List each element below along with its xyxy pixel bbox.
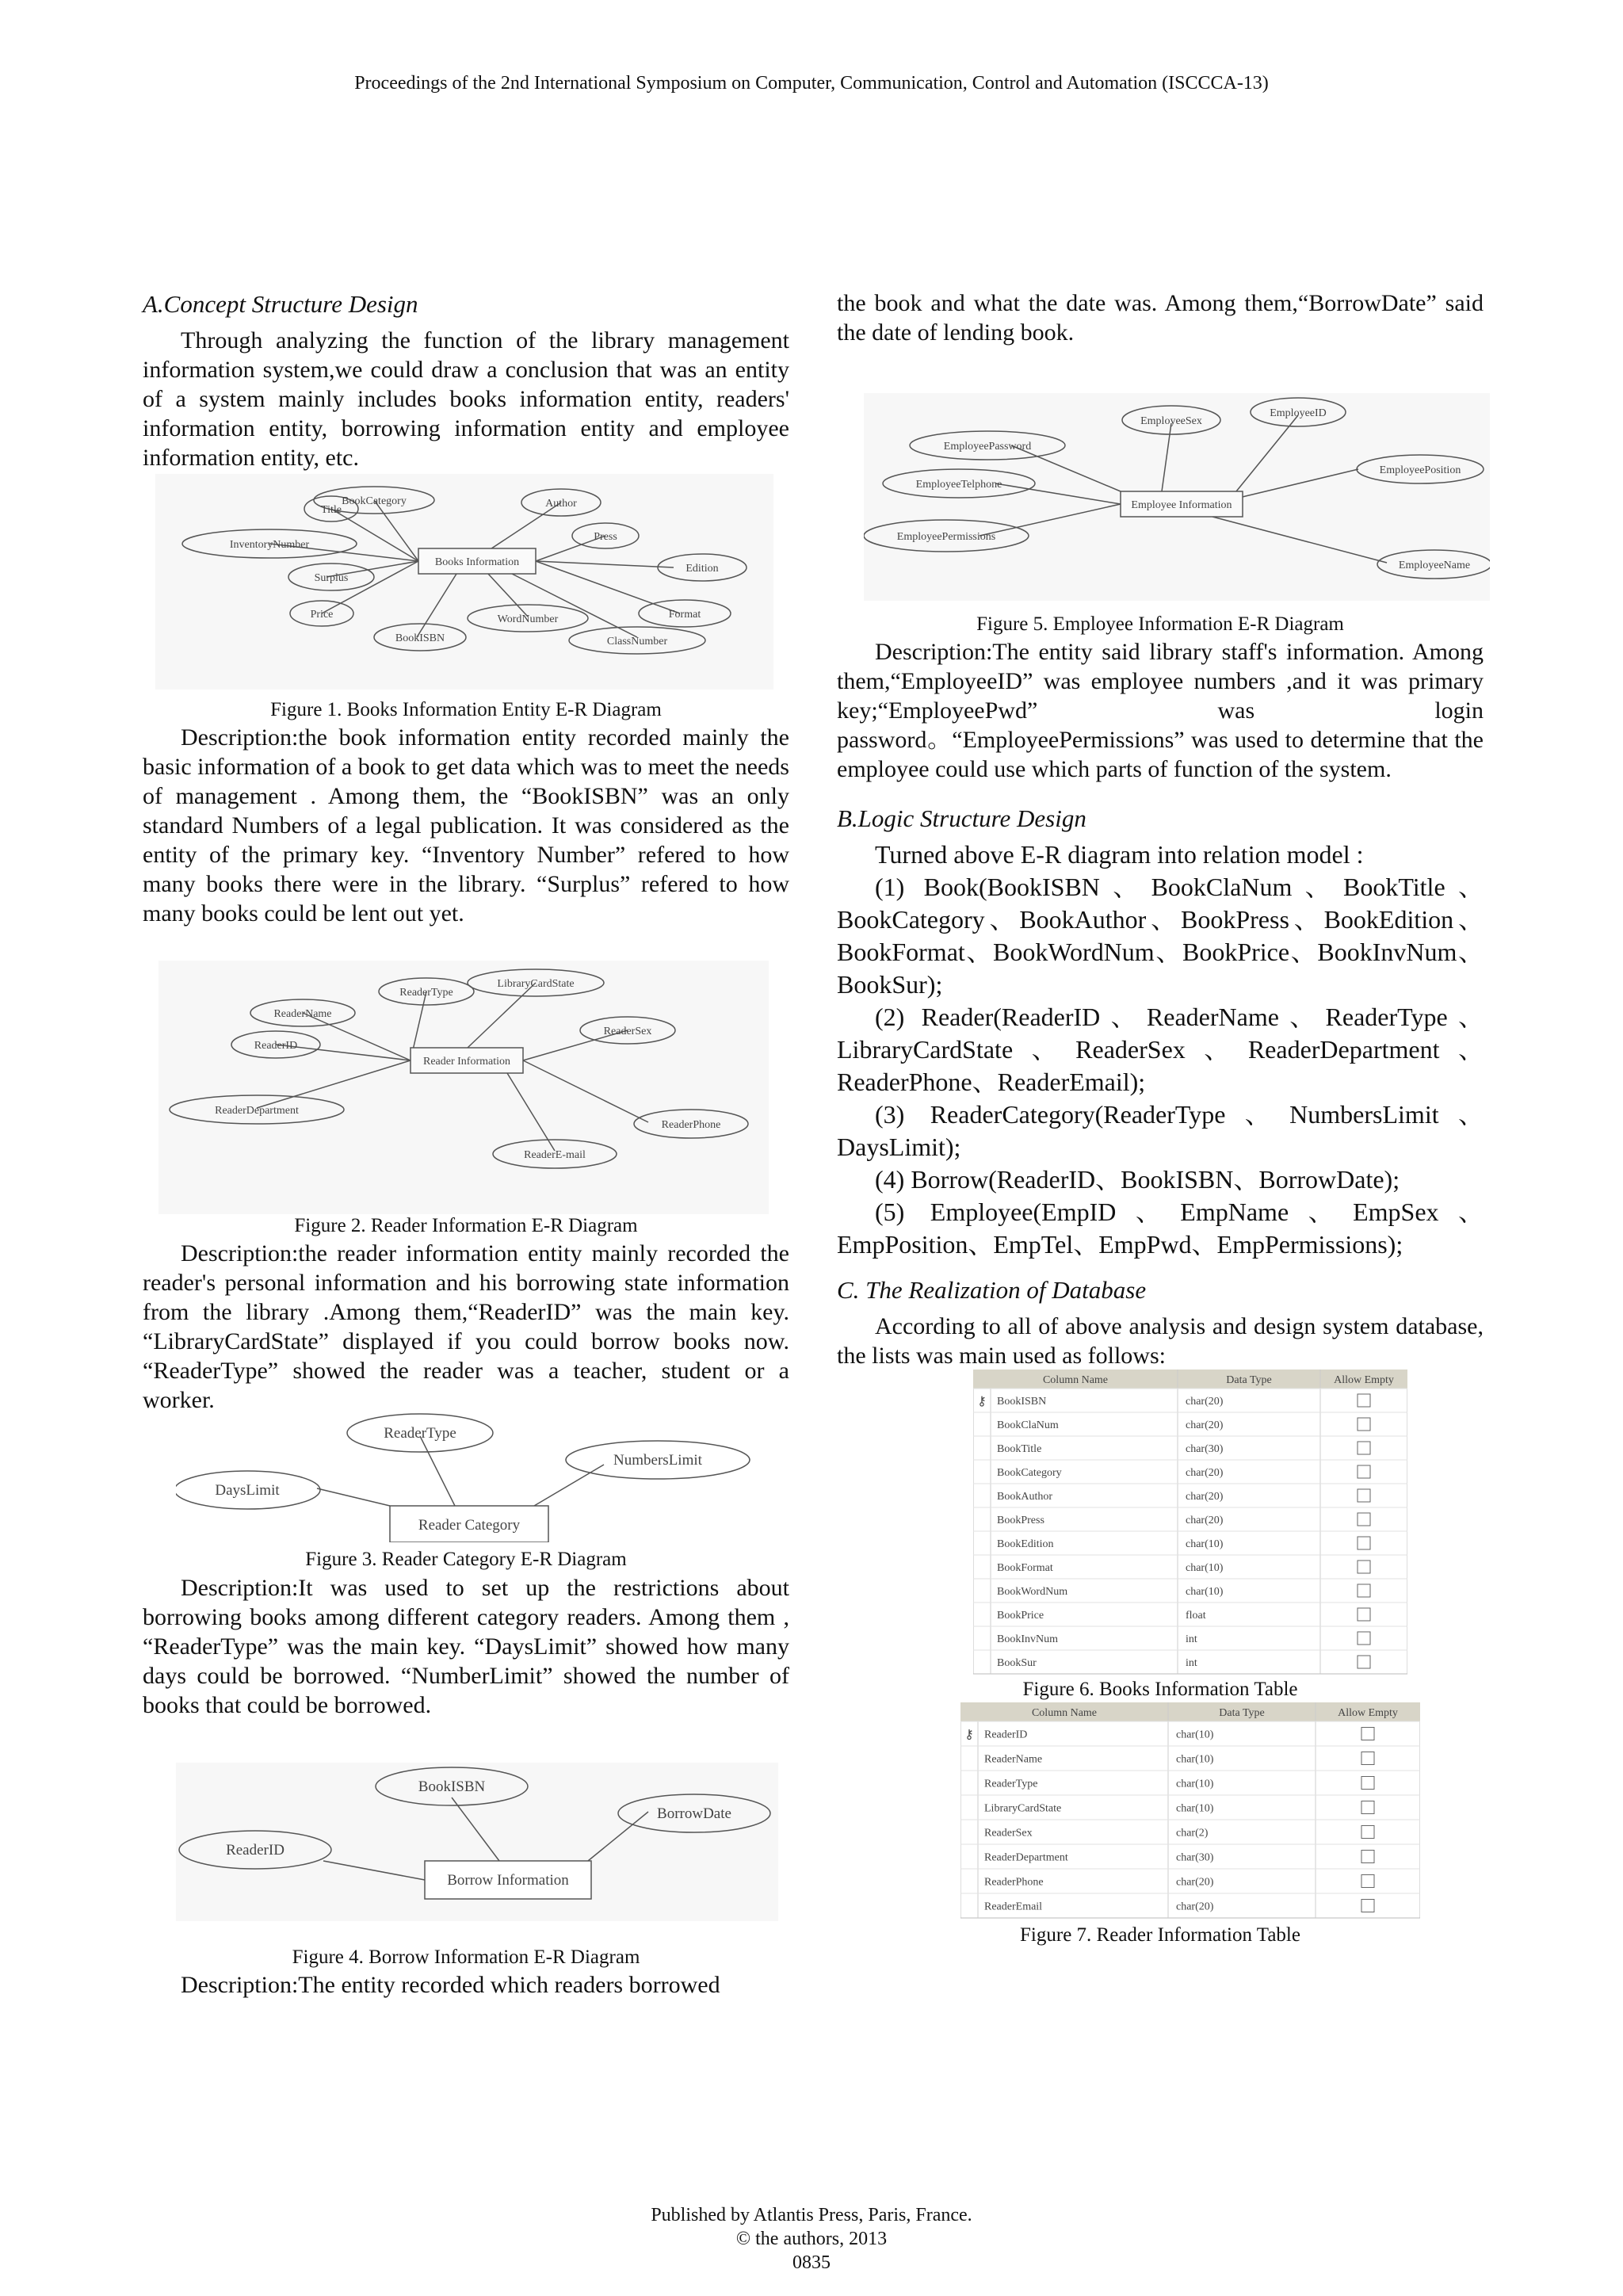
svg-text:EmployeeSex: EmployeeSex <box>1140 415 1202 427</box>
svg-text:BookISBN: BookISBN <box>418 1778 486 1795</box>
table-cell-column-name: BookSur <box>997 1657 1037 1669</box>
table-cell-data-type: char(20) <box>1186 1419 1224 1431</box>
section-a-paragraph: Through analyzing the function of the library management information system,we could draw a conclusion that was an entity of a system mainly includes books information entity, readers' information entity, borrowing information entity and employee information entity, etc. <box>143 327 789 471</box>
table-cell-column-name: BookTitle <box>997 1443 1042 1455</box>
table-cell-column-name: BookPress <box>997 1515 1044 1526</box>
table-cell-data-type: char(10) <box>1186 1586 1224 1598</box>
table-cell-data-type: char(20) <box>1186 1467 1224 1479</box>
table-cell-data-type: char(30) <box>1176 1851 1214 1864</box>
allow-empty-checkbox[interactable] <box>1358 1561 1370 1573</box>
table-cell-column-name: ReaderDepartment <box>984 1851 1068 1864</box>
allow-empty-checkbox[interactable] <box>1361 1777 1374 1790</box>
allow-empty-checkbox[interactable] <box>1361 1801 1374 1814</box>
table-header-cell: Allow Empty <box>1334 1374 1394 1386</box>
allow-empty-checkbox[interactable] <box>1358 1632 1370 1645</box>
table-cell-data-type: int <box>1186 1633 1197 1645</box>
allow-empty-checkbox[interactable] <box>1358 1442 1370 1454</box>
table-header-cell: Data Type <box>1226 1374 1272 1386</box>
relation-item: (5) Employee(EmpID、EmpName、EmpSex、EmpPosition、EmpTel、EmpPwd、EmpPermissions); <box>837 1198 1484 1259</box>
allow-empty-checkbox[interactable] <box>1361 1875 1374 1888</box>
figure-7-caption: Figure 7. Reader Information Table <box>1020 1924 1300 1946</box>
figure-5-description: Description:The entity said library staff's information. Among them,“EmployeeID” was employee numbers ,and it was primary key;“EmployeePwd” was login password。“EmployeePermissions” was used to determine that the employee could use which parts of function of the system. <box>837 639 1484 782</box>
svg-text:BorrowDate: BorrowDate <box>657 1805 731 1822</box>
svg-text:Borrow Information: Borrow Information <box>447 1872 569 1889</box>
table-cell-data-type: char(10) <box>1176 1753 1214 1766</box>
table-header-cell: Column Name <box>1042 1374 1109 1386</box>
allow-empty-checkbox[interactable] <box>1358 1489 1370 1502</box>
table-cell-data-type: char(20) <box>1186 1396 1224 1408</box>
relation-item: (1) Book(BookISBN、BookClaNum、BookTitle、BookCategory、BookAuthor、BookPress、BookEdition、BookFormat、BookWordNum、BookPrice、BookInvNum、BookSur); <box>837 873 1484 999</box>
allow-empty-checkbox[interactable] <box>1361 1851 1374 1863</box>
allow-empty-checkbox[interactable] <box>1358 1608 1370 1621</box>
allow-empty-checkbox[interactable] <box>1358 1656 1370 1668</box>
table-cell-column-name: ReaderName <box>984 1753 1043 1766</box>
svg-text:ReaderName: ReaderName <box>273 1008 332 1020</box>
svg-text:ReaderSex: ReaderSex <box>603 1026 652 1037</box>
relation-item: (4) Borrow(ReaderID、BookISBN、BorrowDate); <box>875 1165 1400 1194</box>
figure-4-caption: Figure 4. Borrow Information E-R Diagram <box>292 1946 640 1968</box>
svg-text:LibraryCardState: LibraryCardState <box>497 978 575 990</box>
relation-item: (3) ReaderCategory(ReaderType、NumbersLimit、DaysLimit); <box>837 1100 1484 1161</box>
svg-text:EmployeePosition: EmployeePosition <box>1379 464 1461 476</box>
table-cell-column-name: ReaderID <box>984 1729 1028 1741</box>
table-cell-column-name: BookAuthor <box>997 1491 1052 1503</box>
table-cell-column-name: BookClaNum <box>997 1419 1059 1431</box>
borrow-er-diagram <box>176 1763 778 1921</box>
table-cell-column-name: BookInvNum <box>997 1633 1058 1645</box>
reader-category-er-diagram <box>176 1408 762 1542</box>
svg-text:ReaderType: ReaderType <box>399 987 453 999</box>
table-cell-data-type: char(20) <box>1176 1901 1214 1913</box>
table-cell-data-type: char(10) <box>1176 1802 1214 1815</box>
employee-er-diagram <box>864 393 1490 601</box>
figure-1-description: Description:the book information entity recorded mainly the basic information of a book to get data which was to meet the needs of management . Among them, the “BookISBN” was an only standard Numbers of a legal publication. It was considered as the entity of the primary key. “Inventory Number” refered to how many books there were in the library. “Surplus” refered to how many books could be lent out yet. <box>143 724 789 926</box>
svg-text:BookCategory: BookCategory <box>342 495 407 507</box>
table-cell-data-type: char(2) <box>1176 1827 1209 1839</box>
allow-empty-checkbox[interactable] <box>1358 1584 1370 1597</box>
section-c-heading: C. The Realization of Database <box>837 1276 1147 1304</box>
table-cell-data-type: char(20) <box>1186 1491 1224 1503</box>
svg-text:Edition: Edition <box>685 563 719 575</box>
allow-empty-checkbox[interactable] <box>1361 1752 1374 1765</box>
svg-text:ReaderE-mail: ReaderE-mail <box>524 1149 586 1161</box>
table-cell-column-name: BookWordNum <box>997 1586 1068 1598</box>
svg-text:Format: Format <box>668 609 701 621</box>
table-header-cell: Data Type <box>1219 1707 1265 1719</box>
table-cell-data-type: int <box>1186 1657 1197 1669</box>
table-cell-data-type: char(30) <box>1186 1443 1224 1455</box>
table-header-cell: Allow Empty <box>1338 1707 1398 1719</box>
allow-empty-checkbox[interactable] <box>1361 1900 1374 1912</box>
table-cell-column-name: ReaderType <box>984 1778 1038 1790</box>
footer-copyright: © the authors, 2013 <box>735 2229 888 2249</box>
table-cell-column-name: BookEdition <box>997 1538 1054 1550</box>
svg-text:Author: Author <box>545 498 577 510</box>
allow-empty-checkbox[interactable] <box>1358 1537 1370 1549</box>
section-b-heading: B.Logic Structure Design <box>837 804 1086 832</box>
table-cell-data-type: char(20) <box>1186 1515 1224 1526</box>
books-er-diagram <box>155 474 773 690</box>
table-cell-data-type: char(10) <box>1176 1729 1214 1741</box>
svg-text:DaysLimit: DaysLimit <box>215 1482 280 1499</box>
figure-4-description-cont: the book and what the date was. Among them,“BorrowDate” said the date of lending book. <box>837 290 1484 346</box>
section-b-intro: Turned above E-R diagram into relation model : <box>875 840 1364 869</box>
figure-4-description-start: Description:The entity recorded which readers borrowed <box>181 1972 720 1998</box>
svg-text:NumbersLimit: NumbersLimit <box>613 1452 702 1469</box>
table-cell-column-name: BookPrice <box>997 1610 1044 1622</box>
table-cell-column-name: BookISBN <box>997 1396 1047 1408</box>
table-cell-column-name: ReaderSex <box>984 1827 1033 1839</box>
table-cell-column-name: LibraryCardState <box>984 1802 1062 1815</box>
figure-2-caption: Figure 2. Reader Information E-R Diagram <box>294 1215 638 1236</box>
footer-page-number: 0835 <box>792 2252 831 2273</box>
svg-text:EmployeePassword: EmployeePassword <box>943 441 1032 453</box>
table-cell-data-type: char(10) <box>1186 1538 1224 1550</box>
table-header-cell: Column Name <box>1031 1707 1098 1719</box>
svg-text:EmployeeID: EmployeeID <box>1270 407 1327 419</box>
svg-text:WordNumber: WordNumber <box>497 613 559 625</box>
allow-empty-checkbox[interactable] <box>1358 1465 1370 1478</box>
svg-text:ClassNumber: ClassNumber <box>606 636 668 648</box>
svg-text:Title: Title <box>321 504 342 516</box>
svg-text:ReaderID: ReaderID <box>226 1842 285 1859</box>
svg-text:Employee Information: Employee Information <box>1131 499 1232 511</box>
section-a-heading: A.Concept Structure Design <box>143 290 418 318</box>
table-cell-data-type: float <box>1186 1610 1206 1622</box>
figure-2-description: Description:the reader information entity mainly recorded the reader's personal information and his borrowing state information from the library .Among them,“ReaderID” was the main key. “LibraryCardState” displayed if you could borrow books now. “ReaderType” showed the reader was a teacher, student or a worker. <box>143 1240 789 1413</box>
allow-empty-checkbox[interactable] <box>1361 1728 1374 1740</box>
table-cell-data-type: char(20) <box>1176 1876 1214 1889</box>
svg-text:Price: Price <box>310 609 334 621</box>
relation-model-list <box>837 871 1484 1261</box>
reader-er-diagram <box>158 961 769 1214</box>
figure-1-caption: Figure 1. Books Information Entity E-R Diagram <box>270 699 662 720</box>
figure-6-caption: Figure 6. Books Information Table <box>1022 1679 1298 1700</box>
table-cell-column-name: ReaderEmail <box>984 1901 1043 1913</box>
svg-text:EmployeeTelphone: EmployeeTelphone <box>915 479 1002 491</box>
allow-empty-checkbox[interactable] <box>1358 1394 1370 1407</box>
section-c-paragraph: According to all of above analysis and design system database, the lists was main used as follows: <box>837 1313 1484 1369</box>
allow-empty-checkbox[interactable] <box>1361 1826 1374 1839</box>
svg-text:Press: Press <box>594 531 617 543</box>
books-info-table <box>973 1370 1407 1677</box>
svg-text:EmployeeName: EmployeeName <box>1398 560 1471 571</box>
svg-text:Reader Category: Reader Category <box>418 1517 521 1534</box>
table-cell-data-type: char(10) <box>1176 1778 1214 1790</box>
footer-publisher: Published by Atlantis Press, Paris, France. <box>651 2205 972 2225</box>
table-cell-data-type: char(10) <box>1186 1562 1224 1574</box>
svg-text:BookISBN: BookISBN <box>395 632 445 644</box>
allow-empty-checkbox[interactable] <box>1358 1513 1370 1526</box>
primary-key-icon: ⚷ <box>964 1728 974 1742</box>
entity-label: Books Information <box>434 556 520 568</box>
reader-info-table <box>960 1702 1420 1923</box>
allow-empty-checkbox[interactable] <box>1358 1418 1370 1431</box>
relation-item: (2) Reader(ReaderID、ReaderName、ReaderType、LibraryCardState、ReaderSex、ReaderDepartment、ReaderPhone、ReaderEmail); <box>837 1003 1484 1096</box>
figure-5-caption: Figure 5. Employee Information E-R Diagram <box>976 613 1344 635</box>
figure-3-description: Description:It was used to set up the restrictions about borrowing books among different category readers. Among them , “ReaderType” was the main key. “DaysLimit” showed how many days could be borrowed. “NumberLimit” showed the number of books that could be borrowed. <box>143 1575 789 1718</box>
svg-text:InventoryNumber: InventoryNumber <box>229 539 310 551</box>
table-cell-column-name: ReaderPhone <box>984 1876 1044 1889</box>
svg-text:ReaderPhone: ReaderPhone <box>661 1119 721 1131</box>
svg-text:ReaderDepartment: ReaderDepartment <box>215 1105 299 1117</box>
primary-key-icon: ⚷ <box>977 1395 987 1408</box>
svg-text:Reader Information: Reader Information <box>422 1056 511 1068</box>
table-cell-column-name: BookFormat <box>997 1562 1053 1574</box>
page-header: Proceedings of the 2nd International Symposium on Computer, Communication, Control and Automation (ISCCCA-13) <box>354 73 1269 94</box>
table-cell-column-name: BookCategory <box>997 1467 1062 1479</box>
svg-text:ReaderID: ReaderID <box>254 1040 298 1052</box>
svg-text:EmployeePermissions: EmployeePermissions <box>896 531 996 543</box>
svg-text:Surplus: Surplus <box>314 572 349 584</box>
svg-text:ReaderType: ReaderType <box>384 1425 456 1442</box>
figure-3-caption: Figure 3. Reader Category E-R Diagram <box>305 1549 627 1570</box>
